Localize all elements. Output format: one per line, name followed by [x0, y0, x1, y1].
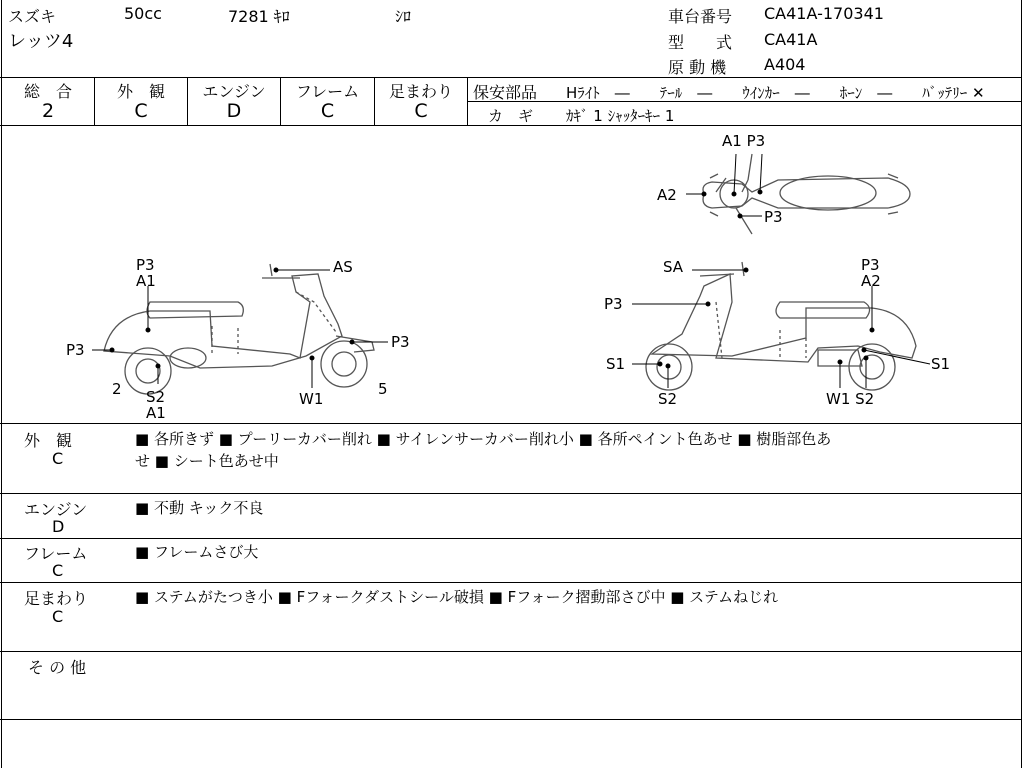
displacement: 50cc [124, 4, 162, 23]
diagram-label: S2 [658, 390, 678, 408]
damage-diagram [0, 126, 1022, 422]
engine-code-label: 原 動 機 [668, 58, 727, 77]
divider [467, 77, 468, 125]
key-label: カ ギ [488, 107, 534, 125]
grade-engine-label: エンジン [202, 82, 266, 101]
diagram-label: S1 [931, 355, 951, 373]
notes-exterior-text-2: せ ■ シート色あせ中 [135, 452, 279, 470]
diagram-label: AS [333, 258, 353, 276]
diagram-label: A2 [861, 272, 881, 290]
notes-suspension-text: ■ ステムがたつき小 ■ Fフォークダストシール破損 ■ Fフォーク摺動部さび中 ■ ステムねじれ [135, 588, 779, 606]
mileage: 7281 ｷﾛ [228, 7, 290, 26]
notes-engine-text: ■ 不動 キック不良 [135, 499, 264, 517]
diagram-label: S1 [606, 355, 626, 373]
divider [0, 719, 1022, 720]
grade-overall: 2 [41, 100, 55, 122]
chassis-value: CA41A-170341 [764, 4, 884, 23]
type-value: CA41A [764, 30, 818, 49]
notes-engine-grade: D [52, 517, 65, 536]
diagram-label: W1 S2 [826, 390, 875, 408]
notes-suspension-grade: C [52, 607, 64, 626]
notes-other-label: そ の 他 [28, 658, 87, 677]
model-name: レッツ4 [8, 31, 74, 52]
diagram-label: P3 [604, 295, 623, 313]
grade-frame-label: フレーム [295, 82, 360, 101]
notes-engine-label: エンジン [24, 500, 88, 519]
divider [0, 423, 1022, 424]
notes-frame-text: ■ フレームさび大 [135, 543, 259, 561]
diagram-label: A2 [657, 186, 677, 204]
safety-label: 保安部品 [473, 83, 538, 102]
key-value: ｶｷﾞ 1 ｼｬｯﾀｰｷｰ 1 [566, 107, 675, 125]
diagram-label: P3 [391, 333, 410, 351]
grade-frame: C [320, 100, 335, 122]
notes-exterior-label: 外 観 [24, 431, 73, 450]
notes-frame-grade: C [52, 561, 64, 580]
diagram-label: A1 [136, 272, 156, 290]
color: ｼﾛ [395, 7, 412, 26]
diagram-label: SA [663, 258, 684, 276]
diagram-label: S2 [146, 388, 166, 406]
diagram-label: W1 [299, 390, 324, 408]
safety-items: Hﾗｲﾄ ― ﾃｰﾙ ― ｳｲﾝｶｰ ― ﾎｰﾝ ― ﾊﾞｯﾃﾘｰ ✕ [566, 84, 985, 102]
diagram-label: 5 [378, 380, 388, 398]
maker: スズキ [8, 7, 57, 26]
divider [0, 651, 1022, 652]
engine-code-value: A404 [764, 55, 806, 74]
divider [0, 582, 1022, 583]
grade-exterior-label: 外 観 [116, 82, 165, 101]
diagram-label: A1 [146, 404, 166, 422]
notes-exterior-grade: C [52, 449, 64, 468]
diagram-label: P3 [861, 256, 880, 274]
divider [0, 77, 1022, 78]
divider [0, 493, 1022, 494]
grade-engine: D [226, 100, 242, 122]
diagram-label: 2 [112, 380, 122, 398]
diagram-label: P3 [66, 341, 85, 359]
grade-suspension: C [414, 100, 428, 122]
notes-suspension-label: 足まわり [24, 589, 89, 608]
grade-exterior: C [134, 100, 148, 122]
notes-exterior-text-1: ■ 各所きず ■ プーリーカバー削れ ■ サイレンサーカバー削れ小 ■ 各所ペイント色あせ ■ 樹脂部色あ [135, 430, 832, 448]
type-label: 型 式 [668, 33, 733, 52]
chassis-label: 車台番号 [668, 7, 733, 26]
notes-frame-label: フレーム [24, 544, 88, 563]
divider [0, 538, 1022, 539]
diagram-label: P3 [136, 256, 155, 274]
diagram-label: P3 [764, 208, 783, 226]
grade-suspension-label: 足まわり [388, 82, 453, 101]
diagram-label: A1 P3 [722, 132, 766, 150]
grade-overall-label: 総 合 [23, 82, 72, 101]
